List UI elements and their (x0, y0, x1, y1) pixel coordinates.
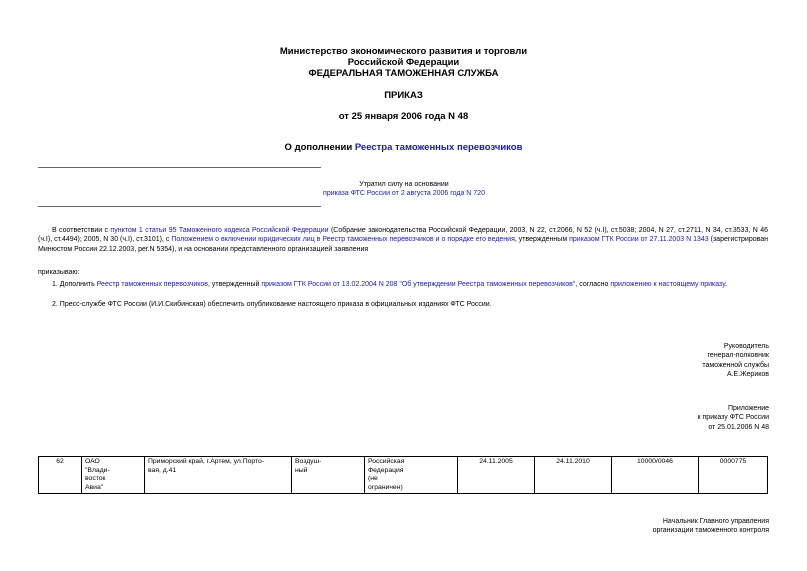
address-line-1: Приморский край, г.Артем, ул.Порто- (148, 458, 265, 465)
org-line-1: ОАО (85, 458, 100, 465)
title-link[interactable]: Реестра таможенных перевозчиков (354, 142, 523, 153)
cell-territory (365, 457, 458, 494)
status-line: Утратил силу на основании (359, 181, 449, 188)
appendix-heading (698, 404, 770, 432)
preamble (38, 226, 768, 254)
cell-registry-number: 0000775 (699, 457, 768, 494)
preamble-text-1: В соответствии с (52, 227, 111, 234)
signature-line-3: таможенной службы (702, 361, 769, 369)
cell-address (145, 457, 292, 494)
cell-transport-mode (292, 457, 365, 494)
footer-line-1: Начальник Главного управления (662, 518, 769, 525)
signature-name: А.Е.Жериков (726, 371, 769, 379)
item1-text-4: . (725, 281, 727, 288)
item1-link-registry[interactable]: Реестр таможенных перевозчиков (96, 281, 209, 288)
cell-date-to: 24.11.2010 (535, 457, 612, 494)
org-line-4: Авиа" (85, 483, 104, 491)
preamble-text-4: (зарегистрирован Минюстом России 22.12.2003, рег.N 5354), и на основании представленного организацией заявления (38, 236, 769, 253)
mode-line-1: Воздуш- (295, 458, 322, 465)
table-row (39, 457, 768, 494)
status-link[interactable]: приказа ФТС России от 2 августа 2006 года N 720 (323, 190, 485, 198)
preamble-link-order[interactable]: приказом ГТК России от 27.11.2003 N 1343 (569, 236, 709, 244)
footer-signature (653, 517, 769, 536)
territory-line-2: Федерация (368, 466, 404, 474)
cell-date-from: 24.11.2005 (458, 457, 535, 494)
title-prefix: О дополнении (284, 142, 355, 153)
preamble-link-regulation[interactable]: Положением о включении юридических лиц в Реестр таможенных перевозчиков и о порядке его ведения (171, 236, 515, 244)
status-rule-bottom (38, 206, 321, 207)
appendix-line-1: Приложение (727, 405, 769, 412)
ministry-line-2: Российской Федерации (347, 57, 460, 68)
cell-number: 62 (39, 457, 82, 494)
footer-line-2: организации таможенного контроля (652, 527, 769, 535)
ministry-name (0, 46, 807, 79)
signature-line-2: генерал-полковник (707, 352, 769, 360)
preamble-text-3: , утвержденным (514, 236, 570, 244)
item1-text-3: , согласно (575, 281, 611, 288)
item1-text-1: 1. Дополнить (52, 281, 97, 288)
appendix-line-3: от 25.01.2006 N 48 (708, 423, 769, 431)
mode-line-2: ный (295, 466, 308, 474)
status-rule-top (38, 167, 321, 168)
cell-organization (82, 457, 145, 494)
preamble-link-code[interactable]: пунктом 1 статьи 95 Таможенного кодекса Российской Федерации (110, 227, 329, 234)
preamble-text-2: (Собрание законодательства Российской Федерации, 2003, N 22, ст.2066, N 52 (ч.I), ст.5038; 2004, N 27, ст.2711, N 34, ст.3533, N 46 (ч.I), ст.4494); 2005, N 30 (ч.I), ст.3101), с (38, 227, 769, 244)
registry-table (38, 456, 768, 494)
address-line-2: вая, д.41 (148, 466, 177, 474)
order-item-1 (52, 280, 768, 289)
territory-line-3: (не (368, 475, 378, 483)
cell-certificate: 10000/0046 (612, 457, 699, 494)
service-name: ФЕДЕРАЛЬНАЯ ТАМОЖЕННАЯ СЛУЖБА (308, 68, 499, 79)
status-note (300, 180, 508, 199)
doc-date-number: от 25 января 2006 года N 48 (338, 111, 469, 122)
item1-link-appendix[interactable]: приложению к настоящему приказу (610, 281, 725, 288)
order-word: приказываю: (38, 269, 80, 276)
page-title (0, 142, 807, 153)
item1-link-order[interactable]: приказом ГТК России от 13.02.2004 N 208 "Об утверждении Реестра таможенных перевозчиков" (261, 281, 576, 288)
org-line-2: "Влади- (85, 466, 110, 474)
appendix-line-2: к приказу ФТС России (697, 414, 769, 422)
territory-line-4: ограничен) (368, 483, 403, 491)
item1-text-2: , утвержденный (208, 281, 262, 288)
territory-line-1: Российская (368, 458, 405, 465)
doc-type: ПРИКАЗ (384, 90, 423, 101)
ministry-line-1: Министерство экономического развития и торговли (279, 46, 528, 57)
signature-block (702, 342, 769, 380)
order-item-2: 2. Пресс-службе ФТС России (И.И.Скибинская) обеспечить опубликование настоящего приказа в официальных изданиях ФТС России. (52, 301, 492, 308)
signature-line-1: Руководитель (723, 343, 769, 350)
org-line-3: восток (85, 475, 106, 483)
